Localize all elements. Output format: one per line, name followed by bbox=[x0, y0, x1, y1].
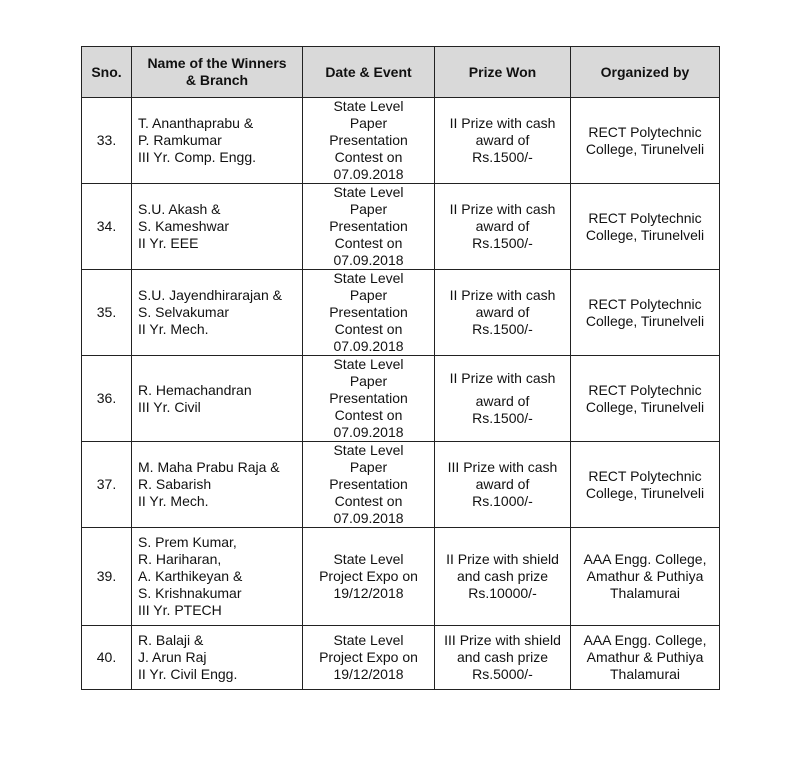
cell-org bbox=[571, 270, 720, 356]
header-name bbox=[132, 47, 303, 98]
header-event: Date & Event bbox=[303, 47, 435, 98]
cell-org bbox=[571, 356, 720, 442]
cell-event-line: State Level bbox=[333, 184, 404, 200]
cell-prize-line: Rs.10000/- bbox=[468, 585, 537, 601]
cell-prize-line: Rs.1500/- bbox=[472, 321, 533, 337]
cell-event-line: Contest on bbox=[334, 407, 403, 423]
cell-prize-line: award of bbox=[475, 476, 530, 492]
cell-prize bbox=[435, 626, 571, 690]
table-row bbox=[82, 184, 720, 270]
cell-event-line: State Level bbox=[333, 632, 404, 648]
header-row bbox=[82, 47, 720, 98]
cell-sno: 39. bbox=[82, 528, 132, 626]
cell-names-line: III Yr. Civil bbox=[138, 398, 201, 415]
cell-prize bbox=[435, 184, 571, 270]
cell-org bbox=[571, 626, 720, 690]
cell-prize-line: II Prize with cash bbox=[449, 201, 556, 217]
cell-event bbox=[303, 528, 435, 626]
cell-event-line: Contest on bbox=[334, 149, 403, 165]
cell-event-line: Presentation bbox=[329, 304, 408, 320]
cell-names bbox=[132, 626, 303, 690]
cell-names-line: S. Prem Kumar, bbox=[138, 534, 237, 550]
cell-event-line: State Level bbox=[333, 442, 404, 458]
header-sno: Sno. bbox=[82, 47, 132, 98]
cell-event bbox=[303, 184, 435, 270]
cell-prize-line: III Prize with cash bbox=[447, 459, 558, 475]
cell-org bbox=[571, 98, 720, 184]
table-row bbox=[82, 442, 720, 528]
cell-org-line: Thalamurai bbox=[609, 666, 681, 682]
cell-sno: 35. bbox=[82, 270, 132, 356]
cell-org-line: College, Tirunelveli bbox=[585, 398, 705, 415]
header-name-line1: Name of the Winners bbox=[147, 55, 287, 71]
cell-names-line: A. Karthikeyan & bbox=[138, 568, 243, 584]
cell-names-line: S. Selvakumar bbox=[138, 304, 230, 320]
cell-prize bbox=[435, 442, 571, 528]
cell-event-line: State Level bbox=[333, 98, 404, 114]
cell-event-line: Project Expo on bbox=[319, 649, 418, 665]
cell-prize-line: award of bbox=[475, 218, 530, 234]
cell-org-line: College, Tirunelveli bbox=[585, 484, 705, 501]
cell-names-line: S.U. Jayendhirarajan & bbox=[138, 287, 282, 303]
cell-org-line: RECT Polytechnic bbox=[588, 209, 702, 226]
cell-org-line: RECT Polytechnic bbox=[588, 381, 702, 398]
cell-event-line: 07.09.2018 bbox=[333, 252, 404, 268]
cell-names-line: T. Ananthaprabu & bbox=[138, 115, 254, 131]
cell-prize-line: and cash prize bbox=[456, 649, 549, 665]
cell-event-line: 19/12/2018 bbox=[333, 666, 404, 682]
cell-prize-line: and cash prize bbox=[456, 568, 549, 584]
cell-org-line: RECT Polytechnic bbox=[588, 295, 702, 312]
table-row bbox=[82, 528, 720, 626]
cell-event-line: Paper bbox=[349, 287, 388, 303]
cell-prize-line: II Prize with cash bbox=[449, 287, 556, 303]
cell-event-line: 07.09.2018 bbox=[333, 166, 404, 182]
cell-org-line: Thalamurai bbox=[609, 585, 681, 601]
cell-prize-line: III Prize with shield bbox=[444, 632, 561, 648]
cell-names-line: III Yr. PTECH bbox=[138, 602, 222, 618]
cell-names-line: III Yr. Comp. Engg. bbox=[138, 149, 257, 165]
cell-names bbox=[132, 442, 303, 528]
cell-names-line: II Yr. EEE bbox=[138, 235, 199, 251]
cell-names-line: II Yr. Mech. bbox=[138, 493, 209, 509]
cell-event bbox=[303, 270, 435, 356]
cell-org-line: College, Tirunelveli bbox=[585, 226, 705, 243]
cell-event-line: Contest on bbox=[334, 235, 403, 251]
table-row bbox=[82, 626, 720, 690]
cell-names-line: R. Hariharan, bbox=[138, 551, 222, 567]
cell-sno: 37. bbox=[82, 442, 132, 528]
cell-sno: 36. bbox=[82, 356, 132, 442]
cell-names-line: II Yr. Civil Engg. bbox=[138, 666, 238, 682]
cell-event-line: Presentation bbox=[329, 132, 408, 148]
cell-org-line: RECT Polytechnic bbox=[588, 467, 702, 484]
table-row bbox=[82, 270, 720, 356]
cell-event-line: Presentation bbox=[329, 390, 408, 406]
cell-event-line: State Level bbox=[333, 551, 404, 567]
header-org: Organized by bbox=[571, 47, 720, 98]
cell-event-line: Paper bbox=[349, 201, 388, 217]
header-prize: Prize Won bbox=[435, 47, 571, 98]
cell-event-line: Paper bbox=[349, 459, 388, 475]
cell-prize-line: II Prize with shield bbox=[446, 551, 559, 567]
cell-org-line: College, Tirunelveli bbox=[585, 312, 705, 329]
cell-org bbox=[571, 442, 720, 528]
cell-event bbox=[303, 98, 435, 184]
cell-prize bbox=[435, 528, 571, 626]
cell-names-line: R. Sabarish bbox=[138, 476, 212, 492]
cell-org-line: AAA Engg. College, bbox=[583, 551, 707, 567]
cell-names-line: S.U. Akash & bbox=[138, 201, 221, 217]
cell-event-line: Paper bbox=[349, 115, 388, 131]
cell-names bbox=[132, 356, 303, 442]
table-body bbox=[82, 98, 720, 690]
cell-event-line: 07.09.2018 bbox=[333, 424, 404, 440]
cell-event-line: Contest on bbox=[334, 493, 403, 509]
cell-org-line: College, Tirunelveli bbox=[585, 140, 705, 157]
cell-prize-line: Rs.1500/- bbox=[472, 149, 533, 165]
cell-event-line: 19/12/2018 bbox=[333, 585, 404, 601]
cell-names bbox=[132, 528, 303, 626]
cell-event bbox=[303, 442, 435, 528]
header-name-line2: & Branch bbox=[185, 72, 249, 88]
cell-event-line: Contest on bbox=[334, 321, 403, 337]
cell-prize-line: award of bbox=[475, 132, 530, 148]
cell-prize-line: Rs.1500/- bbox=[472, 235, 533, 251]
cell-prize-line: II Prize with cash bbox=[449, 115, 556, 131]
cell-prize-line: II Prize with cash bbox=[449, 370, 556, 386]
cell-event-line: Paper bbox=[349, 373, 388, 389]
cell-sno: 40. bbox=[82, 626, 132, 690]
cell-org-line: AAA Engg. College, bbox=[583, 632, 707, 648]
cell-names-line: R. Balaji & bbox=[138, 632, 204, 648]
cell-org bbox=[571, 528, 720, 626]
cell-prize-line: Rs.5000/- bbox=[472, 666, 533, 682]
cell-prize-line: Rs.1500/- bbox=[472, 410, 533, 426]
cell-names-line: R. Hemachandran bbox=[138, 381, 252, 398]
cell-sno: 33. bbox=[82, 98, 132, 184]
cell-names bbox=[132, 270, 303, 356]
cell-names-line: M. Maha Prabu Raja & bbox=[138, 459, 280, 475]
cell-prize bbox=[435, 356, 571, 442]
cell-names bbox=[132, 184, 303, 270]
winners-table bbox=[81, 46, 720, 690]
cell-event bbox=[303, 626, 435, 690]
cell-prize bbox=[435, 98, 571, 184]
cell-event-line: Project Expo on bbox=[319, 568, 418, 584]
cell-org-line: Amathur & Puthiya bbox=[586, 649, 704, 665]
cell-prize-line: Rs.1000/- bbox=[472, 493, 533, 509]
cell-event-line: 07.09.2018 bbox=[333, 338, 404, 354]
cell-prize bbox=[435, 270, 571, 356]
cell-sno: 34. bbox=[82, 184, 132, 270]
cell-org-line: Amathur & Puthiya bbox=[586, 568, 704, 584]
cell-prize-line: award of bbox=[475, 304, 530, 320]
cell-event bbox=[303, 356, 435, 442]
cell-org-line: RECT Polytechnic bbox=[588, 123, 702, 140]
cell-prize-line: award of bbox=[475, 393, 530, 409]
cell-names-line: S. Krishnakumar bbox=[138, 585, 242, 601]
cell-names-line: J. Arun Raj bbox=[138, 649, 207, 665]
cell-event-line: State Level bbox=[333, 356, 404, 372]
table-row bbox=[82, 356, 720, 442]
cell-names bbox=[132, 98, 303, 184]
cell-names-line: II Yr. Mech. bbox=[138, 321, 209, 337]
cell-event-line: Presentation bbox=[329, 218, 408, 234]
cell-names-line: S. Kameshwar bbox=[138, 218, 230, 234]
cell-event-line: State Level bbox=[333, 270, 404, 286]
cell-org bbox=[571, 184, 720, 270]
cell-names-line: P. Ramkumar bbox=[138, 132, 222, 148]
cell-event-line: 07.09.2018 bbox=[333, 510, 404, 526]
cell-event-line: Presentation bbox=[329, 476, 408, 492]
table-row bbox=[82, 98, 720, 184]
